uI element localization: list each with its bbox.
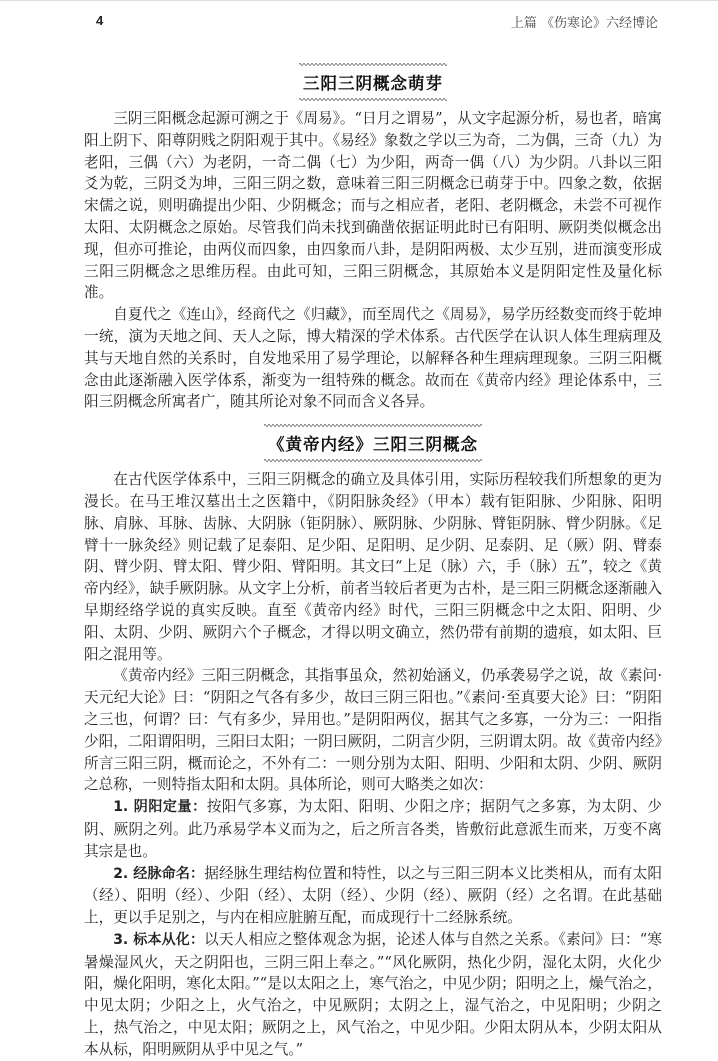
page-number: 4 bbox=[96, 13, 104, 28]
paragraph: 在古代医学体系中，三阳三阴概念的确立及具体引用，实际历程较我们所想象的更为漫长。在马王堆汉墓出土之医籍中，《阴阳脉灸经》（甲本）载有钜阳脉、少阳脉、阳明脉、肩脉、耳脉、齿脉、大阴脉（钜阴脉）、厥阴脉、少阴脉、臂钜阴脉、臂少阴脉。《足臂十一脉灸经》则记载了足泰阳、足少阳、足阳明、足少阴、足泰阴、足（厥）阴、臂泰阴、臂少阴、臂太阳、臂少阳、臂阳明。其文曰“上足（脉）六，手（脉）五”，较之《黄帝内经》，缺手厥阴脉。从文字上分析，前者当较后者更为古朴，是三阳三阴概念逐渐融入早期经络学说的真实反映。直至《黄帝内经》时代，三阳三阴概念中之太阳、阳明、少阳、太阴、少阴、厥阴六个子概念，才得以明文确立，然仍带有前期的遗痕，如太阳、巨阳之混用等。 bbox=[84, 471, 662, 663]
wavy-rule-bottom bbox=[264, 458, 482, 463]
wavy-rule-top bbox=[264, 423, 482, 428]
item-text: 据经脉生理结构位置和特性，以之与三阳三阴本义比类相从，而有太阳（经）、阳明（经）、少阳（经）、太阴（经）、少阴（经）、厥阴（经）之名谓。在此基础上，更以手足别之，与内在相应脏腑互配，而成现行十二经脉系统。 bbox=[84, 864, 662, 927]
item-label: 3. 标本从化： bbox=[113, 931, 205, 948]
wavy-rule-bottom bbox=[299, 97, 447, 102]
item-label: 2. 经脉命名： bbox=[113, 865, 205, 882]
item-label: 1. 阴阳定量： bbox=[113, 799, 207, 816]
paragraph: 《黄帝内经》三阳三阴概念，其指事虽众，然初始涵义，仍承袭易学之说，故《素问·天元纪大论》曰：“阴阳之气各有多少，故曰三阴三阳也。”《素问·至真要大论》曰：“阴阳之三也，何谓？曰：气有多少，异用也。”是阴阳两仪，据其气之多寡，一分为三：一阳指少阳，二阳谓阳明，三阳曰太阳；一阴曰厥阴，二阴言少阴，三阴谓太阴。故《黄帝内经》所言三阳三阴，概而论之，不外有二：一则分别为太阳、阳明、少阳和太阴、少阴、厥阴之总称，一则特指太阳和太阴。具体所论，则可大略类之如次： bbox=[84, 667, 662, 794]
running-title: 上篇 《伤寒论》六经博论 bbox=[510, 16, 658, 31]
section-heading-sprouting bbox=[299, 62, 447, 102]
section-heading-neijing bbox=[264, 423, 482, 463]
list-item bbox=[84, 796, 662, 862]
section-title: 三阳三阴概念萌芽 bbox=[303, 74, 443, 93]
page-top-border bbox=[0, 0, 718, 1]
wavy-rule-top bbox=[299, 62, 447, 67]
section-title: 《黄帝内经》三阳三阴概念 bbox=[268, 435, 478, 455]
page-body bbox=[84, 62, 662, 1061]
list-item bbox=[84, 929, 662, 1061]
item-text: 按阳气多寡，为太阳、阳明、少阳之序；据阴气之多寡，为太阴、少阴、厥阴之列。此乃承易学本义而为之，后之所言各类，皆敷衍此意派生而来，万变不离其宗是也。 bbox=[84, 798, 662, 860]
item-text: 以天人相应之整体观念为据，论述人体与自然之关系。《素问》曰：“寒暑燥湿风火，天之阴阳也，三阴三阳上奉之。”“风化厥阴，热化少阴，湿化太阴，火化少阳，燥化阳明，寒化太阳。”“是以太阳之上，寒气治之，中见少阴；阳明之上，燥气治之，中见太阴；少阳之上，火气治之，中见厥阴；太阴之上，湿气治之，中见阳明；少阴之上，热气治之，中见太阳；厥阴之上，风气治之，中见少阳。少阳太阴从本，少阴太阳从本从标，阳明厥阴从乎中见之气。” bbox=[84, 930, 663, 1058]
paragraph: 三阴三阳概念起源可溯之于《周易》。“日月之谓易”，从文字起源分析，易也者，暗寓阳上阴下、阳尊阴贱之阴阳观于其中。《易经》象数之学以三为奇，二为偶，三奇（九）为老阳，三偶（六）为老阴，一奇二偶（七）为少阳，两奇一偶（八）为少阴。八卦以三阳爻为乾，三阴爻为坤，三阳三阴之数，意味着三阳三阴概念已萌芽于中。四象之数，依据宋儒之说，则明确提出少阳、少阴概念；而与之相应者，老阳、老阴概念，未尝不可视作太阳、太阴概念之原始。尽管我们尚未找到确凿依据证明此时已有阳明、厥阴类似概念出现，但亦可推论，由两仪而四象，由四象而八卦，是阴阳两极、太少互别，进而演变形成三阳三阴概念之思维历程。由此可知，三阳三阴概念，其原始本义是阴阳定性及量化标准。 bbox=[84, 110, 662, 302]
paragraph: 自夏代之《连山》，经商代之《归藏》，而至周代之《周易》，易学历经数变而终于乾坤一统，演为天地之间、天人之际，博大精深的学术体系。古代医学在认识人体生理病理及其与天地自然的关系时，自发地采用了易学理论，以解释各种生理病理现象。三阴三阳概念由此逐渐融入医学体系，渐变为一组特殊的概念。故而在《黄帝内经》理论体系中，三阳三阴概念所寓者广，随其所论对象不同而含义各异。 bbox=[84, 306, 662, 411]
list-item bbox=[84, 863, 662, 929]
